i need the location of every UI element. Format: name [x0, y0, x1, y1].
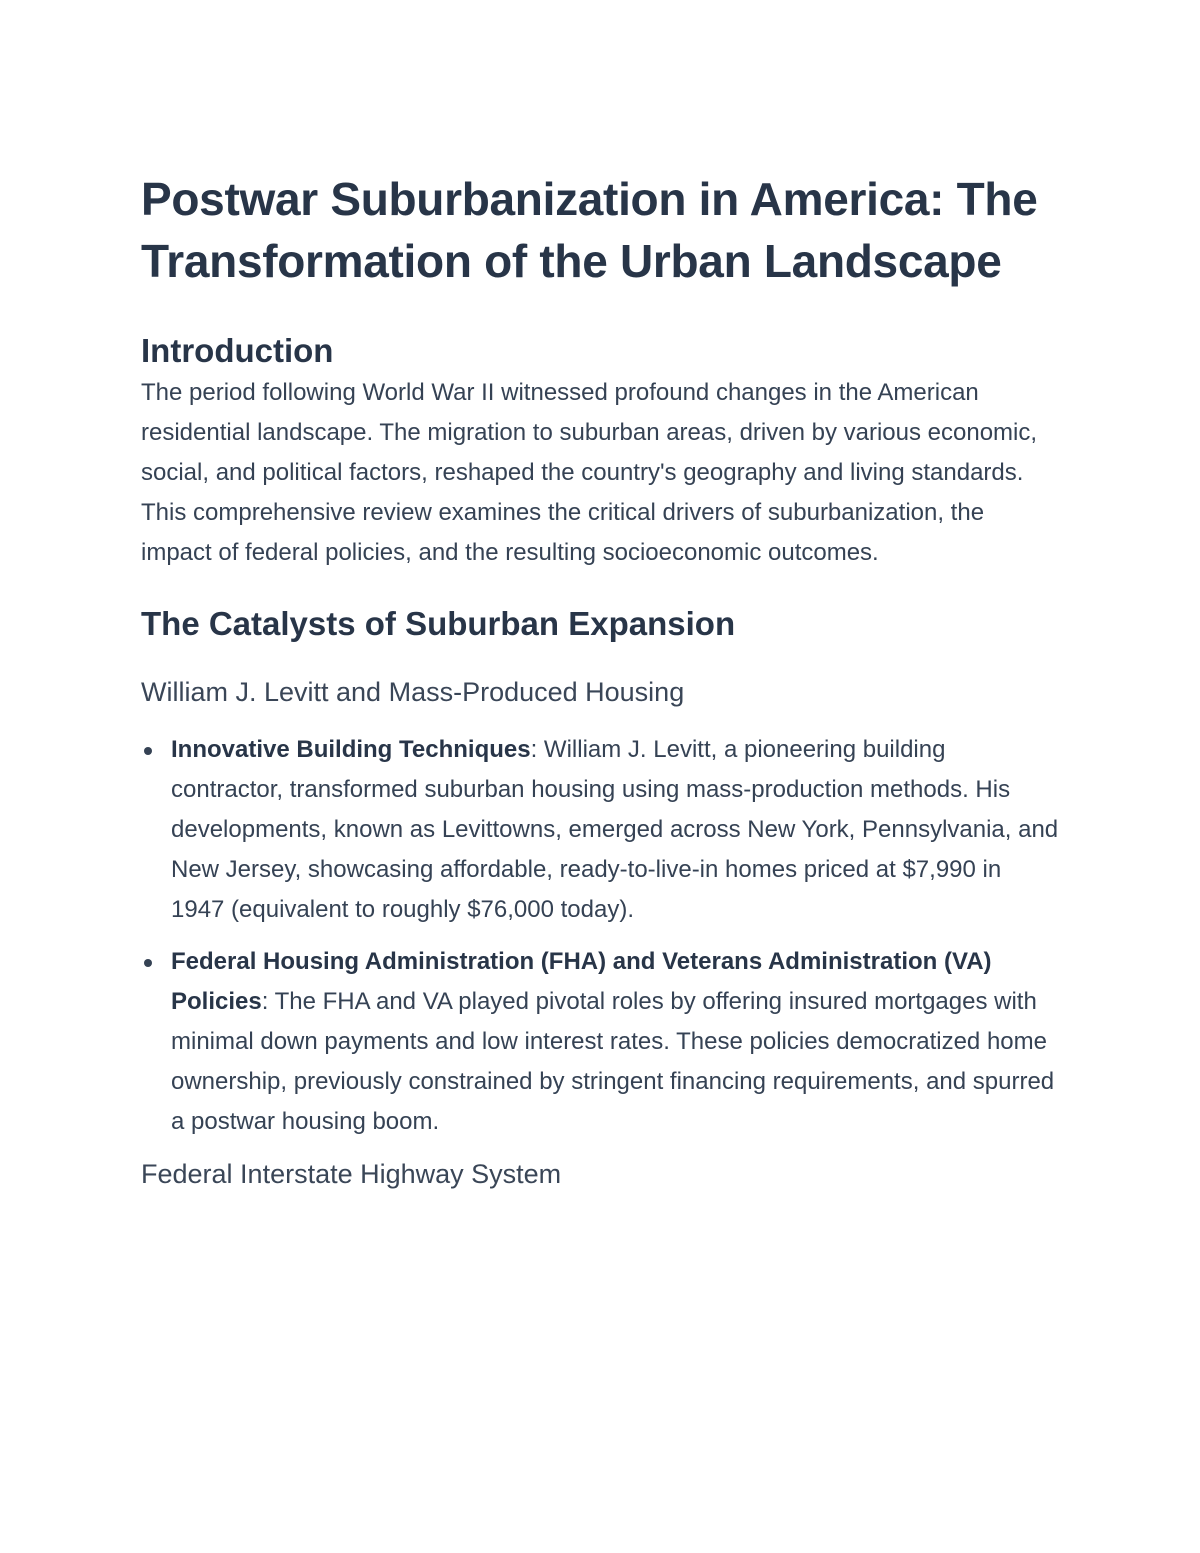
- list-item: [141, 730, 1061, 930]
- document-title: Postwar Suburbanization in America: The Transformation of the Urban Landscape: [141, 173, 1038, 287]
- introduction-heading: Introduction: [141, 332, 334, 369]
- list-item-text: : The FHA and VA played pivotal roles by offering insured mortgages with minimal down payments and low interest rates. These policies democratized home ownership, previously constrained by stringent financing requirements, and spurred a postwar housing boom.: [171, 988, 1055, 1135]
- list-item-term: Innovative Building Techniques: [171, 736, 531, 763]
- catalysts-heading: The Catalysts of Suburban Expansion: [141, 605, 736, 642]
- list-item-term: Federal Housing Administration (FHA) and Veterans Administration (VA) Policies: [171, 948, 992, 1015]
- bullet-icon: [144, 747, 152, 755]
- levitt-bullet-list: [141, 730, 1061, 1142]
- bullet-icon: [144, 959, 152, 967]
- highway-subheading: Federal Interstate Highway System: [141, 1159, 562, 1189]
- levitt-subheading: William J. Levitt and Mass-Produced Housing: [141, 677, 685, 707]
- list-item: [141, 942, 1061, 1142]
- list-item-text: : William J. Levitt, a pioneering building contractor, transformed suburban housing using mass-production methods. His developments, known as Levittowns, emerged across New York, Pennsylvania, and New Jersey, showcasing affordable, ready-to-live-in homes priced at $7,990 in 1947 (equivalent to roughly $76,000 today).: [171, 736, 1059, 923]
- introduction-paragraph: The period following World War II witnessed profound changes in the American residential landscape. The migration to suburban areas, driven by various economic, social, and political factors, reshaped the country's geography and living standards. This comprehensive review examines the critical drivers of suburbanization, the impact of federal policies, and the resulting socioeconomic outcomes.: [141, 379, 1038, 566]
- document-content: [141, 168, 1061, 1193]
